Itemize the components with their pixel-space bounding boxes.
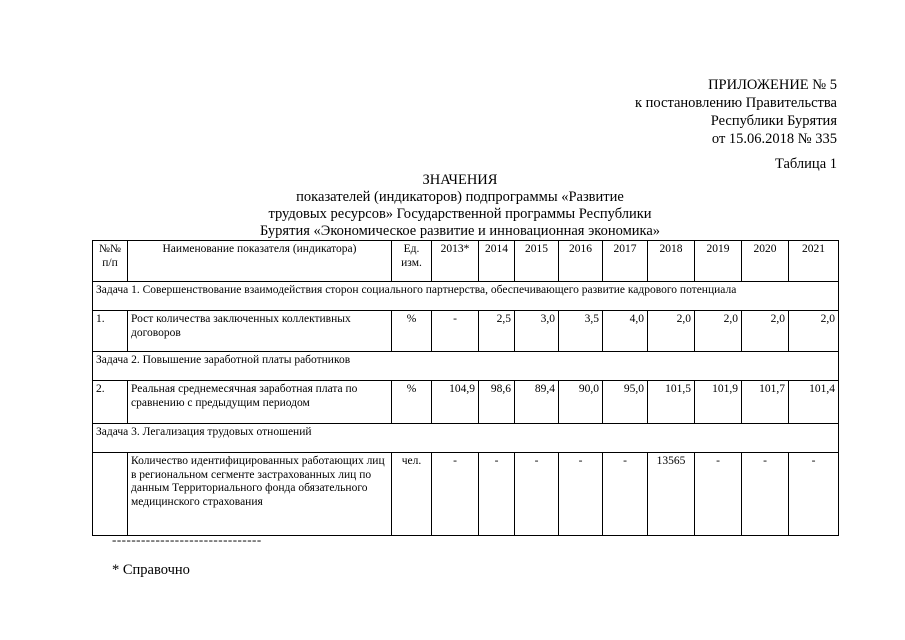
value-2014: 2,5 [479,311,515,352]
table-label: Таблица 1 [774,156,837,172]
value-2021: 101,4 [789,381,839,424]
row-num [93,453,128,536]
value-2014: - [479,453,515,536]
appendix-line: к постановлению Правительства [635,95,837,111]
task-3-label: Задача 3. Легализация трудовых отношений [93,424,839,453]
row-name: Количество идентифицированных работающих лиц в региональном сегменте застрахованных лиц по данным Территориального фонда обязательного медицинского страхования [128,453,392,536]
value-2021: - [789,453,839,536]
header-num: №№ п/п [93,241,128,282]
value-2019: 2,0 [695,311,742,352]
value-2018: 2,0 [648,311,695,352]
footnote-separator: ------------------------------- [112,532,262,547]
table-row [93,311,839,352]
row-unit: % [392,381,432,424]
appendix-title: ПРИЛОЖЕНИЕ № 5 [708,77,837,93]
footnote: * Справочно [112,562,190,578]
row-name: Рост количества заключенных коллективных договоров [128,311,392,352]
value-2013: 104,9 [432,381,479,424]
value-2019: - [695,453,742,536]
value-2013: - [432,311,479,352]
value-2015: - [515,453,559,536]
appendix-line: Республики Бурятия [710,113,837,129]
header-year: 2021 [789,241,839,282]
document-title [245,172,675,240]
row-num: 1. [93,311,128,352]
value-2016: 90,0 [559,381,603,424]
table-row [93,453,839,536]
task-1-label: Задача 1. Совершенствование взаимодействия сторон социального партнерства, обеспечивающего развитие кадрового потенциала [93,282,839,311]
value-2016: 3,5 [559,311,603,352]
table-row [93,381,839,424]
row-num: 2. [93,381,128,424]
header-year: 2016 [559,241,603,282]
value-2017: 4,0 [603,311,648,352]
task-row [93,424,839,453]
title-line: показателей (индикаторов) подпрограммы «Развитие [296,189,624,205]
header-year: 2013* [432,241,479,282]
header-year: 2017 [603,241,648,282]
header-unit: Ед. изм. [392,241,432,282]
value-2020: 101,7 [742,381,789,424]
value-2016: - [559,453,603,536]
indicators-table [92,240,839,536]
header-year: 2018 [648,241,695,282]
value-2013: - [432,453,479,536]
value-2019: 101,9 [695,381,742,424]
value-2020: 2,0 [742,311,789,352]
header-year: 2015 [515,241,559,282]
title-line: Бурятия «Экономическое развитие и инновационная экономика» [259,223,661,239]
appendix-date: от 15.06.2018 № 335 [711,131,837,147]
value-2017: - [603,453,648,536]
row-unit: чел. [392,453,432,536]
header-year: 2014 [479,241,515,282]
title-heading: ЗНАЧЕНИЯ [422,172,498,188]
table-header-row [93,241,839,282]
value-2014: 98,6 [479,381,515,424]
task-row [93,352,839,381]
appendix-header [635,76,837,148]
value-2015: 89,4 [515,381,559,424]
value-2018: 101,5 [648,381,695,424]
value-2020: - [742,453,789,536]
header-name: Наименование показателя (индикатора) [128,241,392,282]
value-2021: 2,0 [789,311,839,352]
header-year: 2019 [695,241,742,282]
value-2017: 95,0 [603,381,648,424]
title-line: трудовых ресурсов» Государственной программы Республики [268,206,652,222]
value-2015: 3,0 [515,311,559,352]
row-name: Реальная среднемесячная заработная плата по сравнению с предыдущим периодом [128,381,392,424]
task-2-label: Задача 2. Повышение заработной платы работников [93,352,839,381]
task-row [93,282,839,311]
value-2018: 13565 [648,453,695,536]
header-year: 2020 [742,241,789,282]
row-unit: % [392,311,432,352]
